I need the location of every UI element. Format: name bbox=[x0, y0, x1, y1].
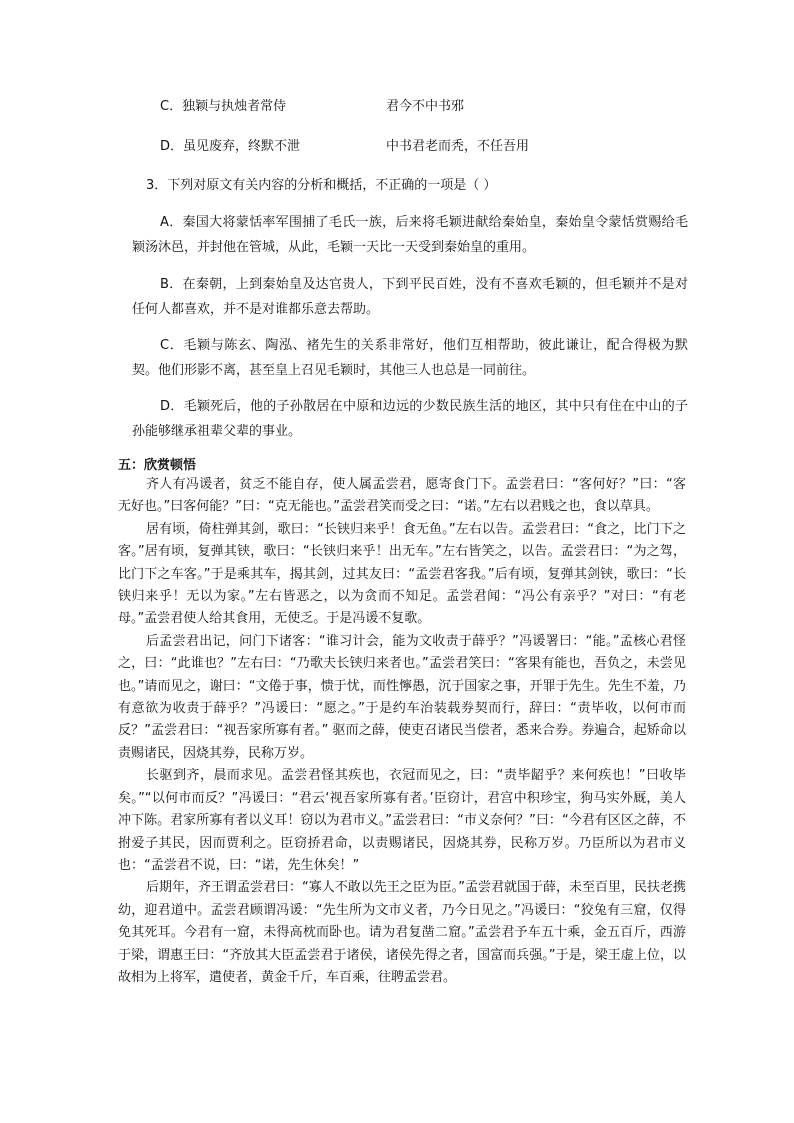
q2-option-d-right: 中书君老而秃，不任吾用 bbox=[386, 139, 530, 154]
passage-paragraph-1: 齐人有冯谖者，贫乏不能自存，使人属孟尝君，愿寄食门下。孟尝君曰：“客何好？”曰：“客无好也。”曰客何能？”曰：“克无能也。”孟尝君笑而受之曰：“诺。”左右以君贱之也，食以草具。 bbox=[118, 477, 686, 515]
section-5-passage bbox=[118, 474, 686, 989]
q2-option-c-row bbox=[160, 97, 720, 117]
passage-paragraph-5: 后期年，齐王谓孟尝君曰：“寡人不敢以先王之臣为臣。”孟尝君就国于薛，未至百里，民扶老携幼，迎君道中。孟尝君顾谓冯谖：“先生所为文市义者，乃今日见之。”冯谖曰：“狡兔有三窟，仅得免其死耳。今君有一窟，未得高枕而卧也。请为君复凿二窟。”孟尝君予车五十乘，金五百斤，西游于梁，谓惠王曰：“齐放其大臣孟尝君于诸侯，诸侯先得之者，国富而兵强。”于是，梁王虚上位，以故相为上将军，遣使者，黄金千斤，车百乘，往聘孟尝君。 bbox=[118, 880, 686, 985]
q2-option-c-right: 君今不中书邪 bbox=[386, 99, 465, 114]
question-3-choice-a: A．秦国大将蒙恬率军围捕了毛氏一族，后来将毛颖进献给秦始皇，秦始皇令蒙恬赏赐给毛颖汤沐邑，并封他在管城，从此，毛颖一天比一天受到秦始皇的重用。 bbox=[132, 215, 688, 255]
section-5-title: 五：欣赏顿悟 bbox=[118, 458, 197, 473]
q2-option-d-row bbox=[160, 137, 720, 157]
question-3-choice-d: D．毛颖死后，他的子孙散居在中原和边远的少数民族生活的地区，其中只有住在中山的子孙能够继承祖辈父辈的事业。 bbox=[132, 399, 688, 439]
passage-paragraph-2: 居有顷，倚柱弹其剑，歌曰：“长铗归来乎！食无鱼。”左右以告。孟尝君曰：“食之，比门下之客。”居有顷，复弹其铗，歌曰：“长铗归来乎！出无车。”左右皆笑之，以告。孟尝君曰：“为之驾，比门下之车客。”于是乘其车，揭其剑，过其友曰：“孟尝君客我。”后有顷，复弹其剑铗，歌曰：“长铗归来乎！无以为家。”左右皆恶之，以为贪而不知足。孟尝君闻：“冯公有亲乎？”对曰：“有老母。”孟尝君使人给其食用，无使乏。于是冯谖不复歌。 bbox=[118, 521, 686, 627]
question-3-choice-b: B．在秦朝，上到秦始皇及达官贵人，下到平民百姓，没有不喜欢毛颖的，但毛颖并不是对任何人都喜欢，并不是对谁都乐意去帮助。 bbox=[132, 277, 688, 317]
question-3-title: 3．下列对原文有关内容的分析和概括，不正确的一项是（ ） bbox=[146, 178, 497, 193]
passage-paragraph-4: 长驱到齐，晨而求见。孟尝君怪其疾也，衣冠而见之，曰：“责毕龆乎？来何疾也！”曰收毕矣。”“以何市而反？”冯谖曰：“君云‘视吾家所寡有者。’臣窃计，君宫中积珍宝，狗马实外厩，美人冲下陈。君家所寡有者以义耳！窃以为君市义。”孟尝君曰：“市义奈何？”曰：“今君有区区之薛，不拊爱子其民，因而贾利之。臣窃挢君命，以责赐诸民，因烧其券，民称万岁。乃臣所以为君市义也：“孟尝君不说，曰：“诺，先生休矣！” bbox=[118, 768, 686, 873]
passage-paragraph-3: 后孟尝君出记，问门下诸客：“谁习计会，能为文收责于薛乎？”冯谖署曰：“能。”孟核心君怪之，曰：“此谁也？”左右曰：“乃歌夫长铗归来者也。”孟尝君笑曰：“客果有能也，吾负之，未尝见也。”请而见之，谢曰：“文倦于事，愦于忧，而性懧愚，沉于国家之事，开罪于先生。先生不羞，乃有意欲为收责于薛乎？”冯谖曰：“愿之。”于是约车治装载券契而行，辞曰：“责毕收，以何市而反？”孟尝君曰：“视吾家所寡有者。” 驱而之薛，使吏召诸民当偿者，悉来合券。券遍合，起矫命以责赐诸民，因烧其券，民称万岁。 bbox=[118, 633, 686, 761]
q2-option-c-left: C．独颖与执烛者常侍 bbox=[160, 99, 287, 114]
question-3-choice-c: C．毛颖与陈玄、陶泓、褚先生的关系非常好，他们互相帮助，彼此谦让，配合得极为默契。他们形影不离，甚至皇上召见毛颖时，其他三人也总是一同前往。 bbox=[132, 338, 688, 378]
q2-option-d-left: D．虽见废弃，终默不泄 bbox=[160, 139, 301, 154]
